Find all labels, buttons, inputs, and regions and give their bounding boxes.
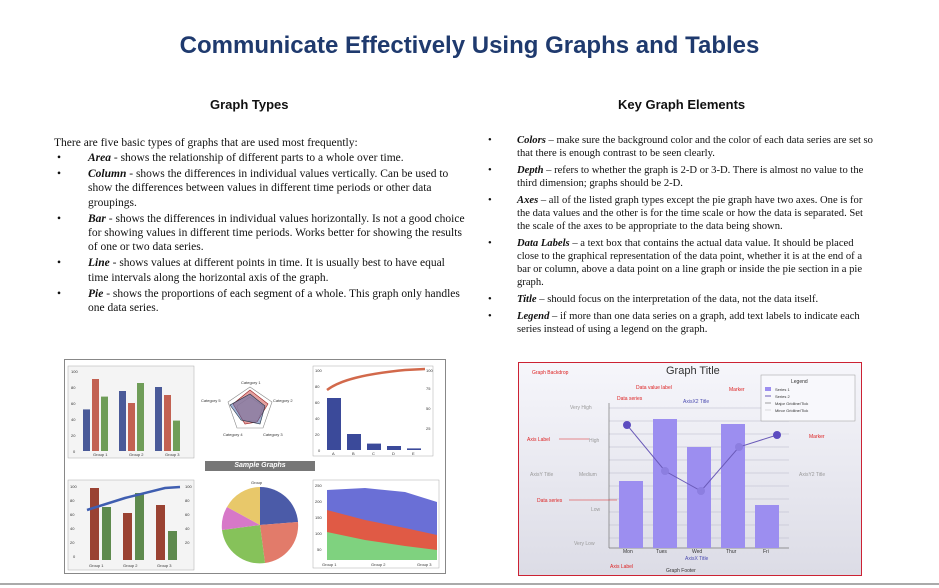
term-description: – should focus on the interpretation of the data, not the data itself. <box>536 294 819 305</box>
tick-label: 40 <box>71 417 76 422</box>
pareto-chart <box>313 366 433 456</box>
bar-mark <box>156 505 165 560</box>
marker-point <box>735 443 743 451</box>
bar-mark <box>155 387 162 451</box>
bar-mark <box>407 448 421 450</box>
tick-label: 100 <box>71 369 78 374</box>
annotation-label: Marker <box>729 387 745 393</box>
tick-label: 100 <box>70 484 77 489</box>
tick-label: 100 <box>315 368 322 373</box>
radar-label: Category 2 <box>273 398 293 403</box>
term-description: – all of the listed graph types except the pie graph have two axes. One is for the data values and the other is for the time scale or how the data is separated. Set the scale of the axes to be appropriate to the data being shown. <box>517 195 863 232</box>
bar-mark <box>347 434 361 450</box>
term-label: Line <box>88 257 110 270</box>
list-item <box>54 167 466 210</box>
term-label: Legend <box>517 311 550 322</box>
category-label: Group 2 <box>129 452 144 457</box>
bar-mark <box>173 421 180 451</box>
bar-mark <box>653 419 677 548</box>
graph-legend <box>761 375 855 421</box>
bullet-glyph: • <box>488 135 492 146</box>
x-axis-label: Wed <box>692 549 703 555</box>
radar-label: Category 1 <box>241 380 261 385</box>
list-item <box>485 237 875 289</box>
category-label: C <box>372 451 375 456</box>
bar-mark <box>92 379 99 451</box>
legend-label: Series 1 <box>775 387 790 392</box>
tick-label: 20 <box>185 540 190 545</box>
tick-label: 0 <box>73 449 76 454</box>
tick-label: 80 <box>315 384 320 389</box>
term-description: – a text box that contains the actual data value. It should be placed close to the graphical representation of the data point, whether it is at the end of a bar or column, above a data point on a line graph or inside the pie section in a pie graph. <box>517 238 863 288</box>
y-axis-label: Very Low <box>574 541 595 547</box>
tick-label: 25 <box>426 426 431 431</box>
term-description: – refers to whether the graph is 2-D or 3-D. There is almost no value to the third dimension; graphs should be 2-D. <box>517 165 864 189</box>
pie-slice <box>260 522 298 563</box>
tick-label: 100 <box>185 484 192 489</box>
list-item <box>54 256 466 284</box>
bullet-glyph: • <box>57 212 62 225</box>
tick-label: 80 <box>185 498 190 503</box>
term-label: Data Labels <box>517 238 570 249</box>
category-label: Group 3 <box>157 563 172 568</box>
category-label: D <box>392 451 395 456</box>
tick-label: 20 <box>70 540 75 545</box>
bullet-glyph: • <box>57 152 62 164</box>
axis-title: AxisY Title <box>530 472 554 478</box>
bar-mark <box>135 493 144 560</box>
tick-label: 50 <box>426 406 431 411</box>
annotated-graph-panel <box>518 362 862 576</box>
tick-label: 60 <box>315 400 320 405</box>
term-description: - shows the proportions of each segment of a whole. This graph only handles one data series. <box>88 287 460 315</box>
tick-label: 20 <box>315 432 320 437</box>
sample-graphs-panel <box>64 359 446 574</box>
list-item <box>485 164 875 190</box>
category-label: A <box>332 451 335 456</box>
tick-label: 50 <box>317 547 322 552</box>
legend-swatch <box>765 387 771 391</box>
radar-label: Category 3 <box>263 432 283 437</box>
x-axis-label: Tues <box>656 549 667 555</box>
term-description: - shows the differences in individual values horizontally. Is not a good choice for showing values in different time periods. Works better for showing the results of one or two data series. <box>88 212 465 254</box>
graph-types-intro: There are five basic types of graphs that are used most frequently: <box>54 137 358 149</box>
term-description: - shows the differences in individual values vertically. Can be used to show the differences between values in different time periods or other data groupings. <box>88 168 449 209</box>
tick-label: 100 <box>315 531 322 536</box>
legend-label: Minor Gridline/Tick <box>775 408 809 413</box>
tick-label: 60 <box>185 512 190 517</box>
tick-label: 200 <box>315 499 322 504</box>
annotation-label: Axis Label <box>610 564 634 570</box>
tick-label: 0 <box>318 448 321 453</box>
radar-chart <box>201 380 293 437</box>
bar-mark <box>101 397 108 451</box>
tick-label: 60 <box>70 512 75 517</box>
category-label: Group 1 <box>89 563 104 568</box>
pie-label: Group <box>251 480 263 485</box>
bar-mark <box>619 481 643 548</box>
term-label: Pie <box>88 287 104 300</box>
area-chart <box>313 480 439 568</box>
category-label: B <box>352 451 355 456</box>
legend-label: Series 2 <box>775 394 790 399</box>
annotation-label: Graph Backdrop <box>532 370 569 376</box>
sample-graphs-label: Sample Graphs <box>205 461 315 471</box>
bullet-glyph: • <box>57 287 62 300</box>
bar-mark <box>123 513 132 560</box>
page-title: Communicate Effectively Using Graphs and Tables <box>179 32 760 59</box>
y-axis-label: Very High <box>570 405 592 411</box>
annotation-label: Data series <box>537 498 563 504</box>
tick-label: 20 <box>71 433 76 438</box>
bar-mark <box>327 398 341 450</box>
bottom-divider <box>0 583 939 585</box>
bar-mark <box>83 409 90 451</box>
annotated-graph-svg <box>519 363 861 575</box>
key-elements-list <box>485 134 875 340</box>
annotation-label: Data series <box>617 396 643 402</box>
radar-label: Category 5 <box>201 398 221 403</box>
category-label: Group 2 <box>123 563 138 568</box>
column-chart <box>68 366 194 458</box>
y-axis-label: Low <box>591 507 601 513</box>
bar-mark <box>755 505 779 548</box>
graph-types-list <box>54 151 466 317</box>
bar-mark <box>164 395 171 451</box>
combo-chart <box>68 480 194 570</box>
term-description: - shows values at different points in time. It is usually best to have equal time intervals along the horizontal axis of the graph. <box>88 257 445 284</box>
category-label: Group 1 <box>322 562 337 567</box>
bullet-glyph: • <box>488 311 492 322</box>
list-item <box>485 310 875 336</box>
x-axis-label: Mon <box>623 549 633 555</box>
y-axis-label: Medium <box>579 472 597 478</box>
list-item <box>54 151 466 165</box>
list-item <box>485 134 875 160</box>
bar-mark <box>90 488 99 560</box>
tick-label: 40 <box>185 526 190 531</box>
tick-label: 40 <box>315 416 320 421</box>
term-label: Axes <box>517 195 539 206</box>
bullet-glyph: • <box>57 168 62 181</box>
category-label: E <box>412 451 415 456</box>
annotation-label: Data value label <box>636 385 672 391</box>
marker-point <box>661 467 669 475</box>
marker-point <box>697 487 705 495</box>
category-label: Group 3 <box>417 562 432 567</box>
marker-point <box>773 431 781 439</box>
list-item <box>54 287 466 315</box>
tick-label: 150 <box>315 515 322 520</box>
graph-title: Graph Title <box>666 365 720 377</box>
tick-label: 0 <box>73 554 76 559</box>
tick-label: 80 <box>71 385 76 390</box>
category-label: Group 1 <box>93 452 108 457</box>
annotation-label: Marker <box>809 434 825 440</box>
bar-mark <box>168 531 177 560</box>
term-description: – make sure the background color and the color of each data series are set so that there is enough contrast to be seen clearly. <box>517 135 873 159</box>
bar-mark <box>102 507 111 560</box>
bar-mark <box>687 447 711 548</box>
y-axis-label: High <box>589 438 600 444</box>
term-description: – if more than one data series on a graph, add text labels to indicate each series instead of using a legend on the graph. <box>517 311 860 335</box>
bar-mark <box>137 383 144 451</box>
bullet-glyph: • <box>488 195 492 206</box>
pie-slice <box>260 487 298 525</box>
tick-label: 75 <box>426 386 431 391</box>
tick-label: 250 <box>315 483 322 488</box>
bullet-glyph: • <box>488 238 492 249</box>
term-label: Title <box>517 294 537 305</box>
bar-mark <box>721 424 745 548</box>
bar-mark <box>387 446 401 450</box>
tick-label: 60 <box>71 401 76 406</box>
term-description: - shows the relationship of different parts to a whole over time. <box>111 152 404 164</box>
legend-label: Major Gridline/Tick <box>775 401 809 406</box>
x-axis-label: Thur <box>726 549 737 555</box>
tick-label: 40 <box>70 526 75 531</box>
list-item <box>485 293 875 306</box>
term-label: Area <box>88 152 111 164</box>
term-label: Depth <box>517 165 544 176</box>
category-label: Group 3 <box>165 452 180 457</box>
tick-label: 80 <box>70 498 75 503</box>
bullet-glyph: • <box>488 294 492 305</box>
pie-slice <box>222 525 265 563</box>
marker-point <box>623 421 631 429</box>
tick-label: 100 <box>426 368 433 373</box>
bullet-glyph: • <box>488 165 492 176</box>
pie-chart <box>222 480 298 563</box>
term-label: Bar <box>88 212 106 225</box>
axis-title: AxisX Title <box>685 556 709 562</box>
axis-title: AxisY2 Title <box>799 472 826 478</box>
x-axis-label: Fri <box>763 549 769 555</box>
radar-label: Category 4 <box>223 432 243 437</box>
bar-mark <box>119 391 126 451</box>
annotation-label: Axis Label <box>527 437 551 443</box>
list-item <box>54 212 466 255</box>
key-elements-heading: Key Graph Elements <box>618 97 746 112</box>
category-label: Group 2 <box>371 562 386 567</box>
graph-footer: Graph Footer <box>666 568 696 574</box>
list-item <box>485 194 875 233</box>
graph-types-heading: Graph Types <box>210 97 289 112</box>
legend-title: Legend <box>791 379 808 385</box>
bar-mark <box>367 444 381 450</box>
axis-title: AxisX2 Title <box>683 399 710 405</box>
term-label: Column <box>88 168 127 181</box>
bar-mark <box>128 403 135 451</box>
term-label: Colors <box>517 135 546 146</box>
bullet-glyph: • <box>57 257 62 270</box>
